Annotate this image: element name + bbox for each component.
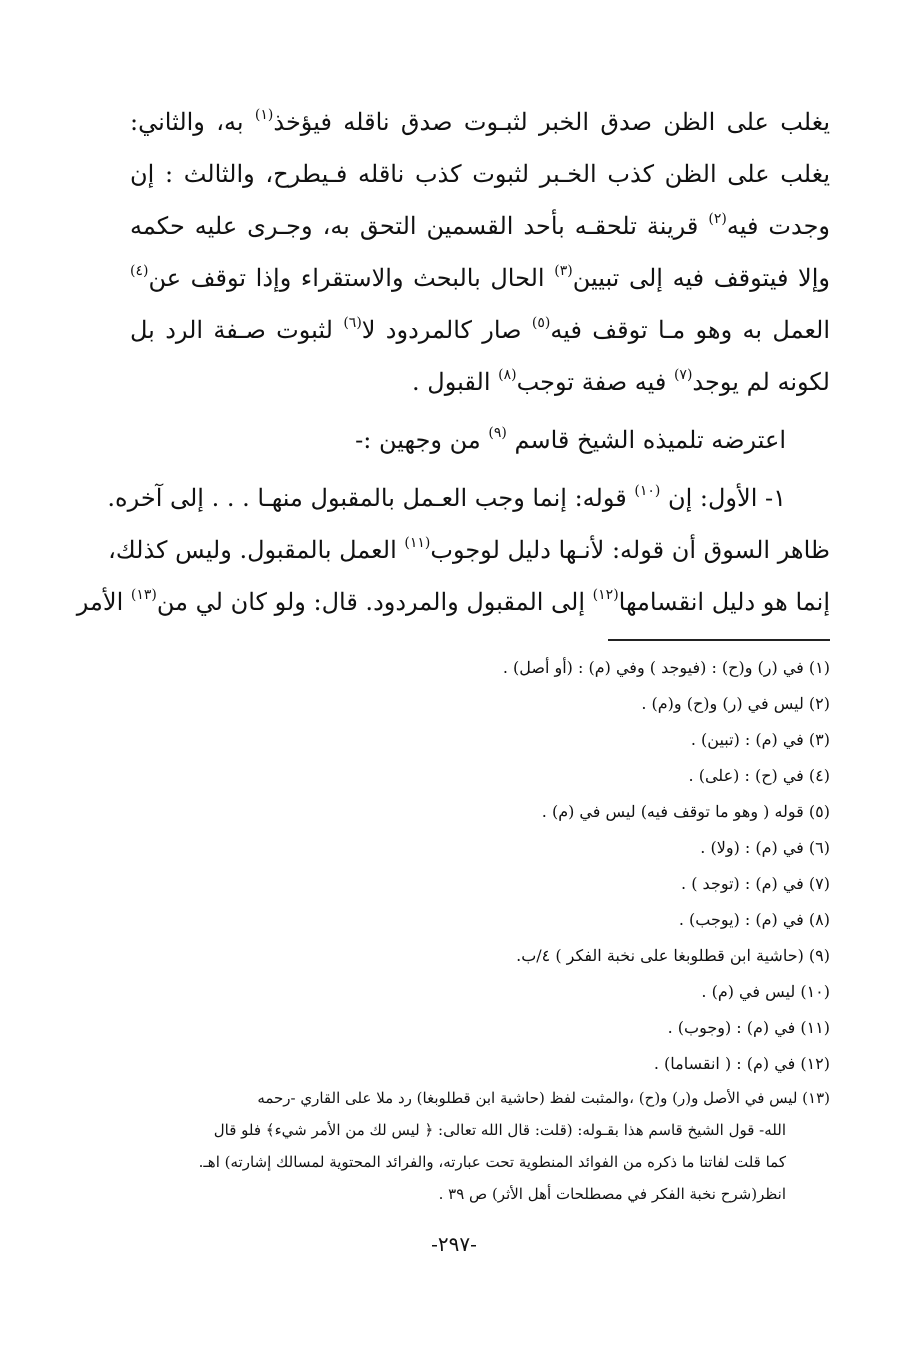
footnote-13-line: الله- قول الشيخ قاسم هذا بقـوله: (قلت: قال الله تعالى: ﴿ ليس لك من الأمر شيء﴾ فلو قال <box>213 1121 786 1139</box>
body-line: لكونه لم يوجد$^{(٧)}$ فيه صفة توجب$^{(٨)}$ القبول . <box>412 367 830 396</box>
footnote-marker[interactable]: (٧) <box>673 367 693 383</box>
footnote: (٨) في (م) : (يوجب) . <box>678 910 830 929</box>
page-number: -٢٩٧- <box>431 1232 477 1256</box>
body-line: وجدت فيه$^{(٢)}$ قرينة تلحقـه بأحد القسمين التحق به، وجـرى عليه حكمه <box>130 211 831 240</box>
footnote: (٢) ليس في (ر) و(ح) و(م) . <box>641 694 830 713</box>
body-line: ١- الأول: إن $^{(١٠)}$ قوله: إنما وجب العـمل بالمقبول منهـا . . . إلى آخره. <box>107 483 786 512</box>
footnote-marker[interactable]: (١٣) <box>130 587 157 603</box>
footnote-marker[interactable]: (١٠) <box>634 483 661 499</box>
footnote-marker[interactable]: (١١) <box>404 535 431 551</box>
footnote: (٣) في (م) : (تبين) . <box>690 730 830 749</box>
body-line: يغلب على الظن صدق الخبر لثبـوت صدق ناقله فيؤخذ$^{(١)}$ به، والثاني: <box>130 107 830 136</box>
footnote: (٩) (حاشية ابن قطلوبغا على نخبة الفكر ) ٤/ب. <box>516 946 830 965</box>
footnote-marker[interactable]: (١٢) <box>592 587 619 603</box>
footnote: (١٢) في (م) : ( انقساما) . <box>653 1054 830 1073</box>
footnote: (٦) في (م) : (ولا) . <box>700 838 830 857</box>
footnotes <box>108 650 830 1210</box>
footnote-marker[interactable]: (٩) <box>488 425 507 441</box>
footnote-separator <box>608 639 830 641</box>
body-line: يغلب على الظن كذب الخـبر لثبوت كذب ناقله فـيطرح، والثالث : إن <box>130 160 830 188</box>
body-line: اعترضه تلميذه الشيخ قاسم $^{(٩)}$ من وجهين :- <box>355 425 786 454</box>
footnote: (١١) في (م) : (وجوب) . <box>667 1018 830 1037</box>
footnote: (٥) قوله ( وهو ما توقف فيه) ليس في (م) . <box>541 802 830 821</box>
footnote-marker[interactable]: (١) <box>254 107 274 123</box>
footnote-marker[interactable]: (٢) <box>708 211 727 227</box>
body-line: ظاهر السوق أن قوله: لأنـها دليل لوجوب$^{(١١)}$ العمل بالمقبول. وليس كذلك، <box>108 535 830 564</box>
footnote-marker[interactable]: (٣) <box>554 263 573 279</box>
footnote-marker[interactable]: (٨) <box>498 367 517 383</box>
body-line: وإلا فيتوقف فيه إلى تبيين$^{(٣)}$ الحال بالبحث والاستقراء وإذا توقف عن$^{(٤)}$ <box>130 263 830 292</box>
footnote-13-line: انظر(شرح نخبة الفكر في مصطلحات أهل الأثر) ص ٣٩ . <box>438 1185 786 1203</box>
main-text <box>76 96 831 628</box>
footnote: (١) في (ر) و(ح) : (فيوجد ) وفي (م) : (أو أصل) . <box>502 658 830 677</box>
footnote-marker[interactable]: (٤) <box>130 263 149 279</box>
footnote-marker[interactable]: (٥) <box>531 315 551 331</box>
body-line: إنما هو دليل انقسامها$^{(١٢)}$ إلى المقبول والمردود. قال: ولو كان لي من$^{(١٣)}$ الأمر <box>76 587 830 616</box>
footnote-13-line: (١٣) ليس في الأصل و(ر) و(ح) ،والمثبت لفظ (حاشية ابن قطلوبغا) رد ملا على القاري -رحمه <box>257 1089 830 1107</box>
footnote: (٤) في (ح) : (على) . <box>688 766 830 785</box>
body-line: العمل به وهو مـا توقف فيه$^{(٥)}$ صار كالمردود لا$^{(٦)}$ لثبوت صـفة الرد بل <box>130 315 830 344</box>
footnote-marker[interactable]: (٦) <box>343 315 362 331</box>
footnote: (١٠) ليس في (م) . <box>701 982 830 1001</box>
footnote: (٧) في (م) : (توجد ) . <box>681 874 830 893</box>
footnote-13-line: كما قلت لفاتنا ما ذكره من الفوائد المنطوية تحت عبارته، والفرائد المحتوية لمسالك إشارته) اهـ. <box>198 1153 786 1171</box>
